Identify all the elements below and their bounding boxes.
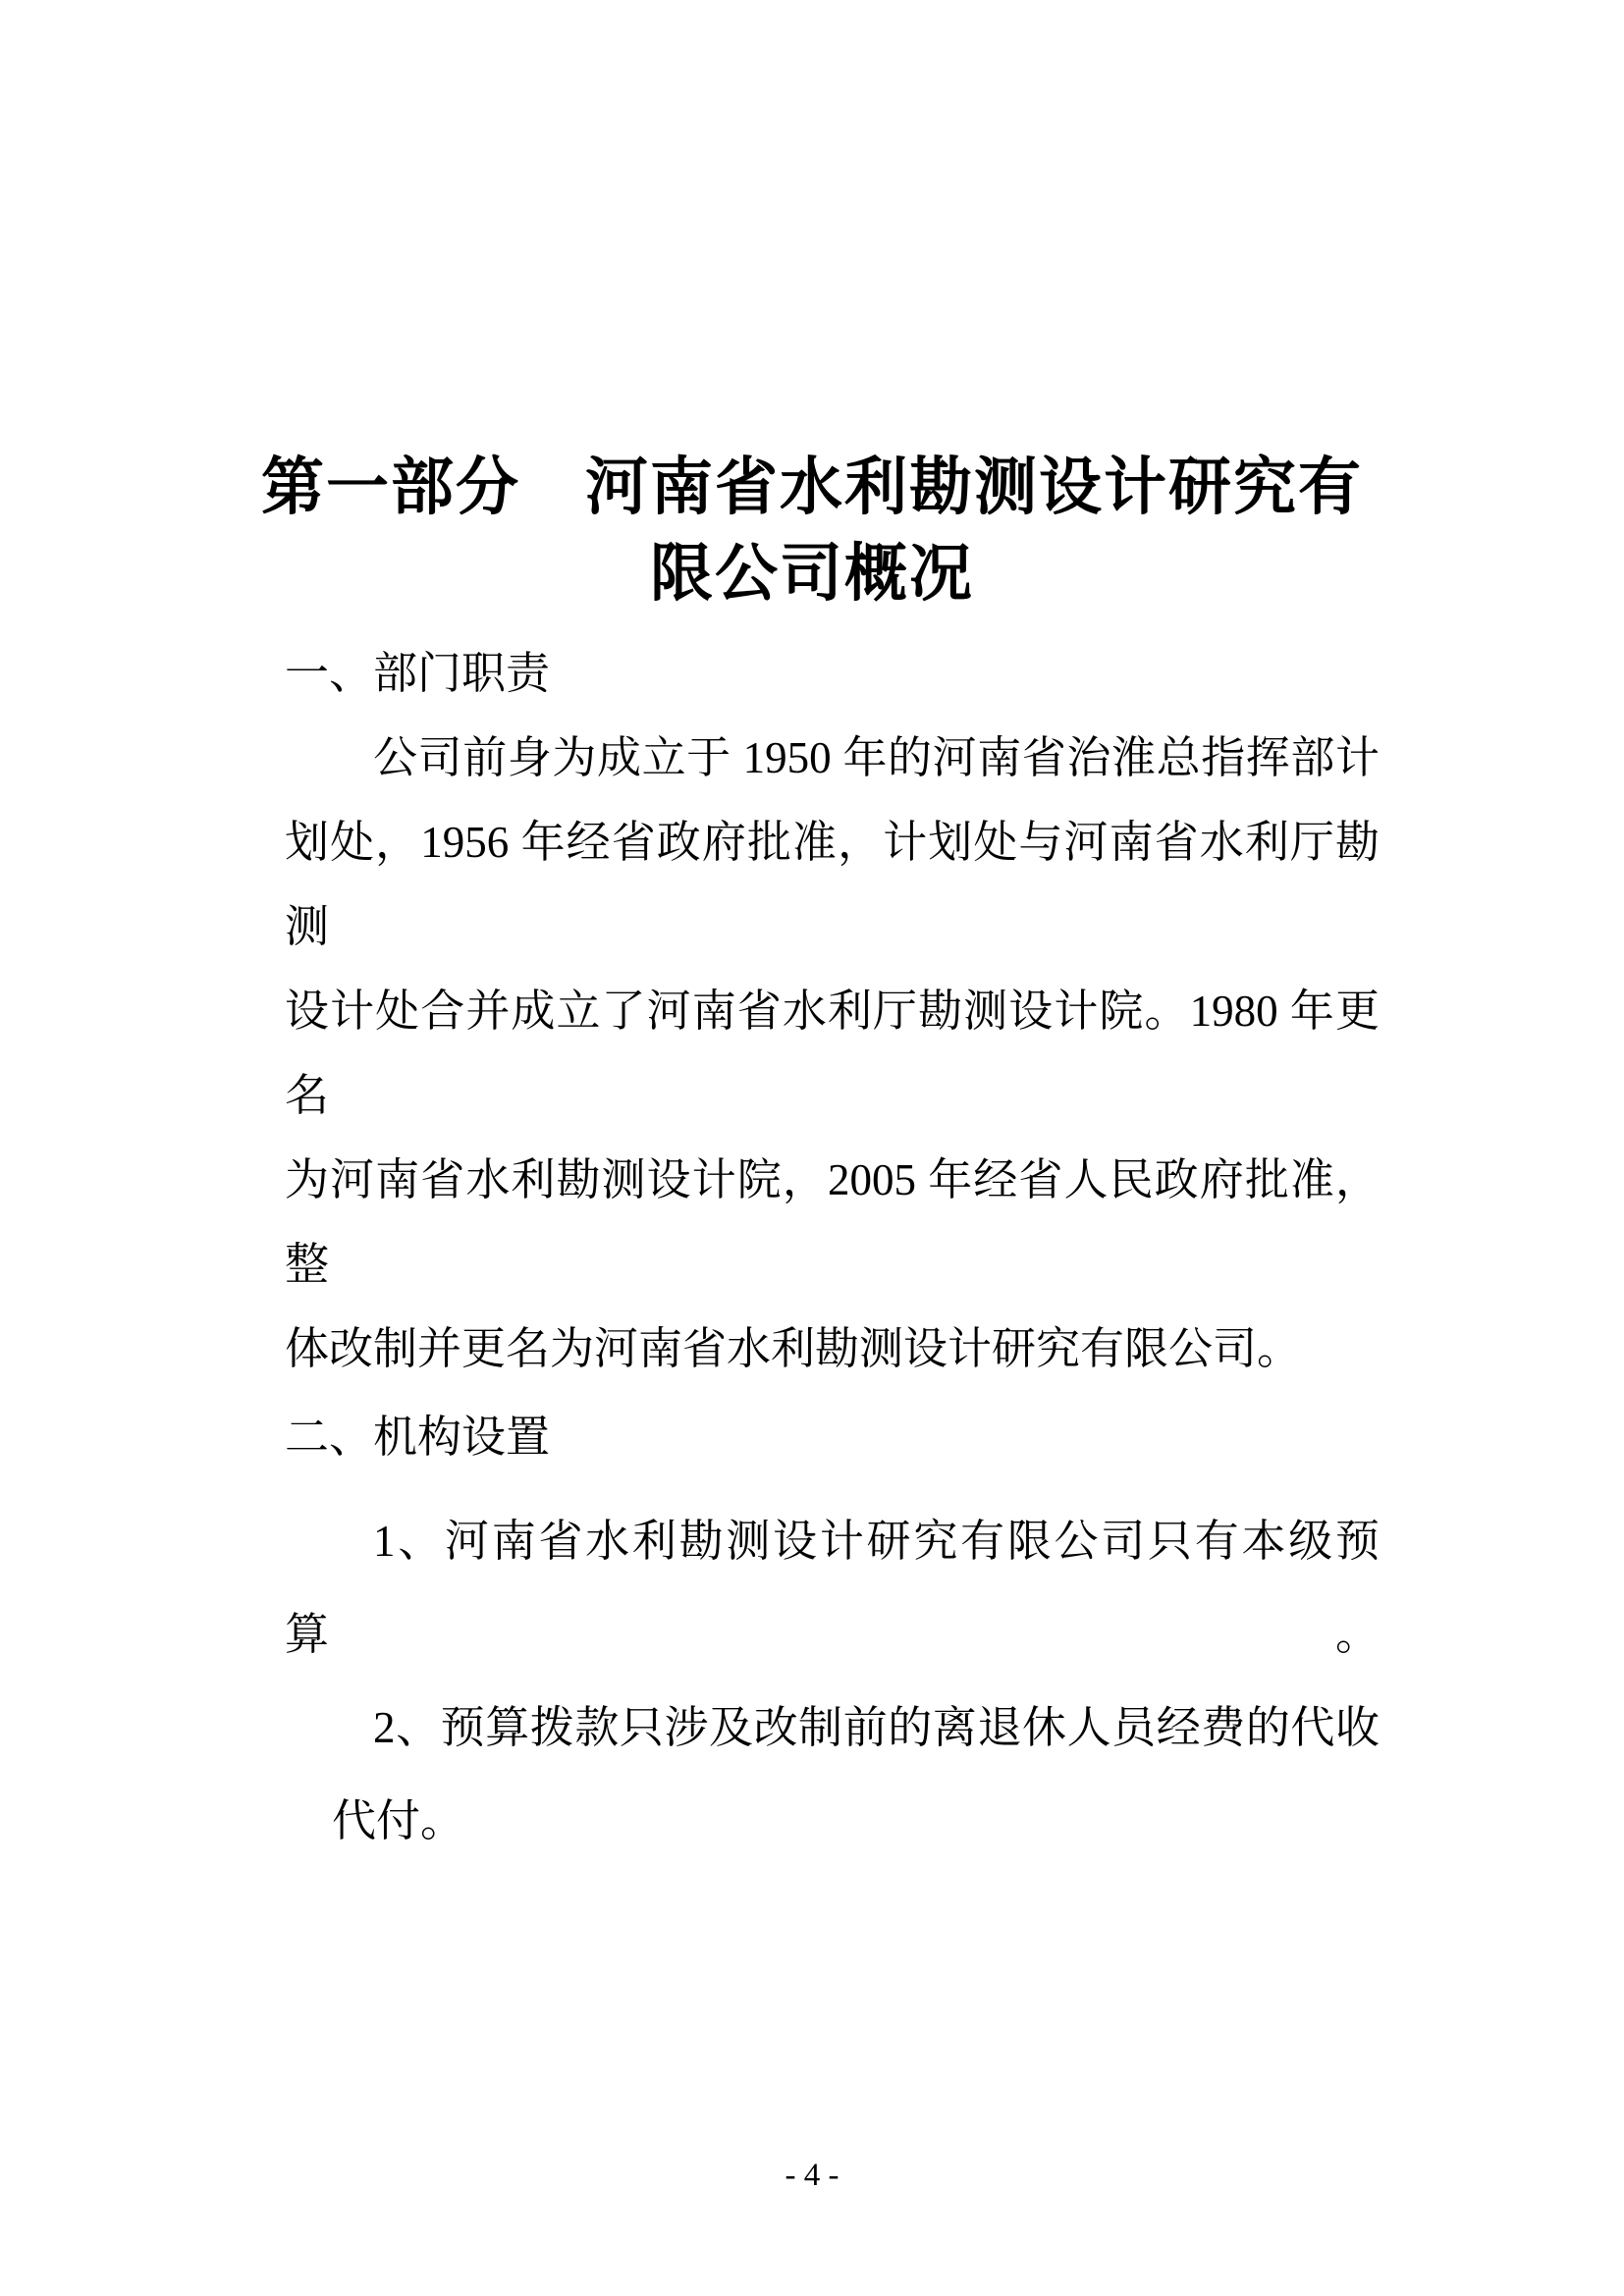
paragraph-line: 划处，1956 年经省政府批准，计划处与河南省水利厅勘测 <box>285 818 1380 951</box>
section-heading-organization: 二、机构设置 <box>285 1413 551 1462</box>
list-item-1: 1、河南省水利勘测设计研究有限公司只有本级预算。 <box>285 1517 1380 1659</box>
section-heading-duties: 一、部门职责 <box>285 649 551 698</box>
document-title-line-1: 第一部分 河南省水利勘测设计研究有 <box>261 452 1363 522</box>
document-title <box>0 0 1624 616</box>
document-body <box>285 631 1380 1868</box>
paragraph-line: 公司前身为成立于 1950 年的河南省治淮总指挥部计 <box>373 733 1380 782</box>
paragraph-line: 设计处合并成立了河南省水利厅勘测设计院。1980 年更名 <box>285 987 1380 1120</box>
paragraph-line: 体改制并更名为河南省水利勘测设计研究有限公司。 <box>285 1324 1302 1373</box>
document-title-line-2: 限公司概况 <box>650 538 974 609</box>
paragraph-line: 为河南省水利勘测设计院，2005 年经省人民政府批准，整 <box>285 1155 1380 1289</box>
list-item-2-line-2: 代付。 <box>332 1796 465 1845</box>
page-number: - 4 - <box>785 2158 839 2193</box>
list-item-2-line-1: 2、预算拨款只涉及改制前的离退休人员经费的代收 <box>373 1703 1380 1752</box>
